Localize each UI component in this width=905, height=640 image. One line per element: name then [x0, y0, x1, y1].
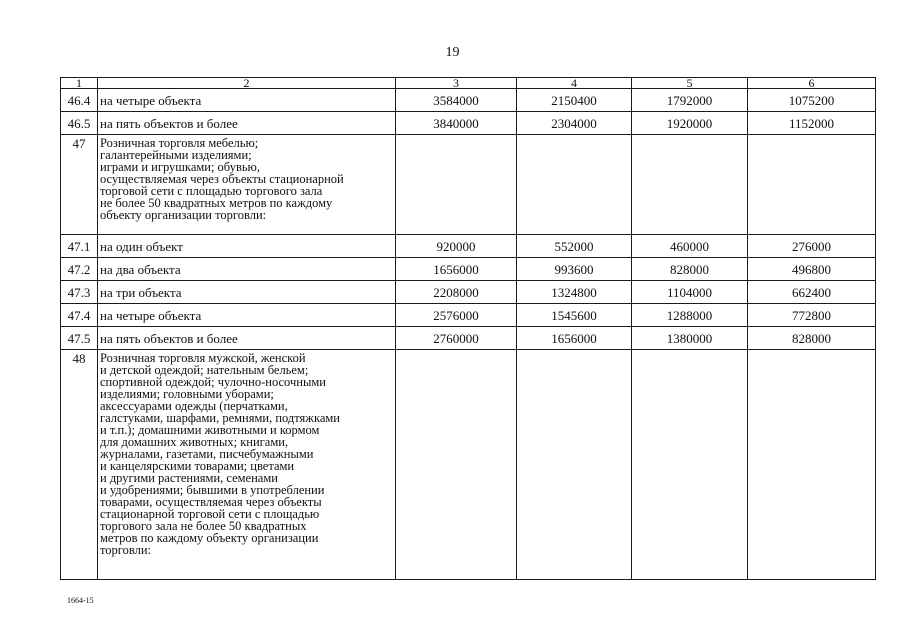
column-header: 6	[748, 78, 876, 89]
value-col-5: 1792000	[632, 89, 748, 112]
table-row	[61, 235, 876, 258]
table-row	[61, 327, 876, 350]
value-col-3	[396, 135, 517, 235]
value-col-5: 1104000	[632, 281, 748, 304]
value-col-5	[632, 350, 748, 580]
page-number: 19	[445, 45, 460, 60]
table-row-group-heading	[61, 135, 876, 235]
row-number: 46.5	[61, 112, 98, 135]
row-name: на четыре объекта	[98, 89, 396, 112]
column-header: 3	[396, 78, 517, 89]
table-row	[61, 304, 876, 327]
row-name: на пять объектов и более	[98, 327, 396, 350]
value-col-4: 552000	[517, 235, 632, 258]
row-number: 47.4	[61, 304, 98, 327]
column-header: 4	[517, 78, 632, 89]
value-col-4: 993600	[517, 258, 632, 281]
column-header: 5	[632, 78, 748, 89]
row-number: 47.1	[61, 235, 98, 258]
table-row	[61, 89, 876, 112]
value-col-3	[396, 350, 517, 580]
column-header: 1	[61, 78, 98, 89]
value-col-6: 276000	[748, 235, 876, 258]
value-col-6: 1152000	[748, 112, 876, 135]
value-col-6: 772800	[748, 304, 876, 327]
value-col-4	[517, 135, 632, 235]
document-code: 1664-15	[67, 596, 94, 605]
row-number: 48	[61, 350, 98, 580]
value-col-4: 2304000	[517, 112, 632, 135]
value-col-3: 2576000	[396, 304, 517, 327]
value-col-3: 3840000	[396, 112, 517, 135]
value-col-3: 2760000	[396, 327, 517, 350]
row-name: на пять объектов и более	[98, 112, 396, 135]
row-number: 46.4	[61, 89, 98, 112]
table-header-row	[61, 78, 876, 89]
value-col-5: 1920000	[632, 112, 748, 135]
value-col-3: 920000	[396, 235, 517, 258]
row-name: Розничная торговля мебелью; галантерейными изделиями; играми и игрушками; обувью, осуществляемая через объекты стационарной торговой сети с площадью торгового зала не более 50 квадратных метров по каждому объекту организации торговли:	[98, 135, 396, 235]
row-number: 47.5	[61, 327, 98, 350]
row-number: 47.2	[61, 258, 98, 281]
row-name: на два объекта	[98, 258, 396, 281]
value-col-4: 2150400	[517, 89, 632, 112]
value-col-5: 828000	[632, 258, 748, 281]
table-row-group-heading	[61, 350, 876, 580]
value-col-3: 1656000	[396, 258, 517, 281]
value-col-5	[632, 135, 748, 235]
row-number: 47.3	[61, 281, 98, 304]
value-col-3: 3584000	[396, 89, 517, 112]
value-col-4	[517, 350, 632, 580]
value-col-5: 460000	[632, 235, 748, 258]
value-col-6: 496800	[748, 258, 876, 281]
row-name: Розничная торговля мужской, женской и детской одеждой; нательным бельем; спортивной одеждой; чулочно-носочными изделиями; головными уборами; аксессуарами одежды (перчатками, галстуками, шарфами, ремнями, подтяжками и т.п.); домашними животными и кормом для домашних животных; книгами, журналами, газетами, писчебумажными и канцелярскими товарами; цветами и другими растениями, семенами и удобрениями; бывшими в употреблении товарами, осуществляемая через объекты стационарной торговой сети с площадью торгового зала не более 50 квадратных метров по каждому объекту организации торговли:	[98, 350, 396, 580]
value-col-4: 1324800	[517, 281, 632, 304]
value-col-5: 1380000	[632, 327, 748, 350]
table-row	[61, 281, 876, 304]
row-number: 47	[61, 135, 98, 235]
value-col-6: 662400	[748, 281, 876, 304]
table-row	[61, 258, 876, 281]
value-col-6	[748, 350, 876, 580]
value-col-6: 1075200	[748, 89, 876, 112]
value-col-4: 1656000	[517, 327, 632, 350]
column-header: 2	[98, 78, 396, 89]
row-name: на четыре объекта	[98, 304, 396, 327]
value-col-4: 1545600	[517, 304, 632, 327]
value-col-3: 2208000	[396, 281, 517, 304]
value-col-6: 828000	[748, 327, 876, 350]
tariff-table	[60, 77, 876, 580]
value-col-6	[748, 135, 876, 235]
row-name: на один объект	[98, 235, 396, 258]
table-row	[61, 112, 876, 135]
value-col-5: 1288000	[632, 304, 748, 327]
row-name: на три объекта	[98, 281, 396, 304]
